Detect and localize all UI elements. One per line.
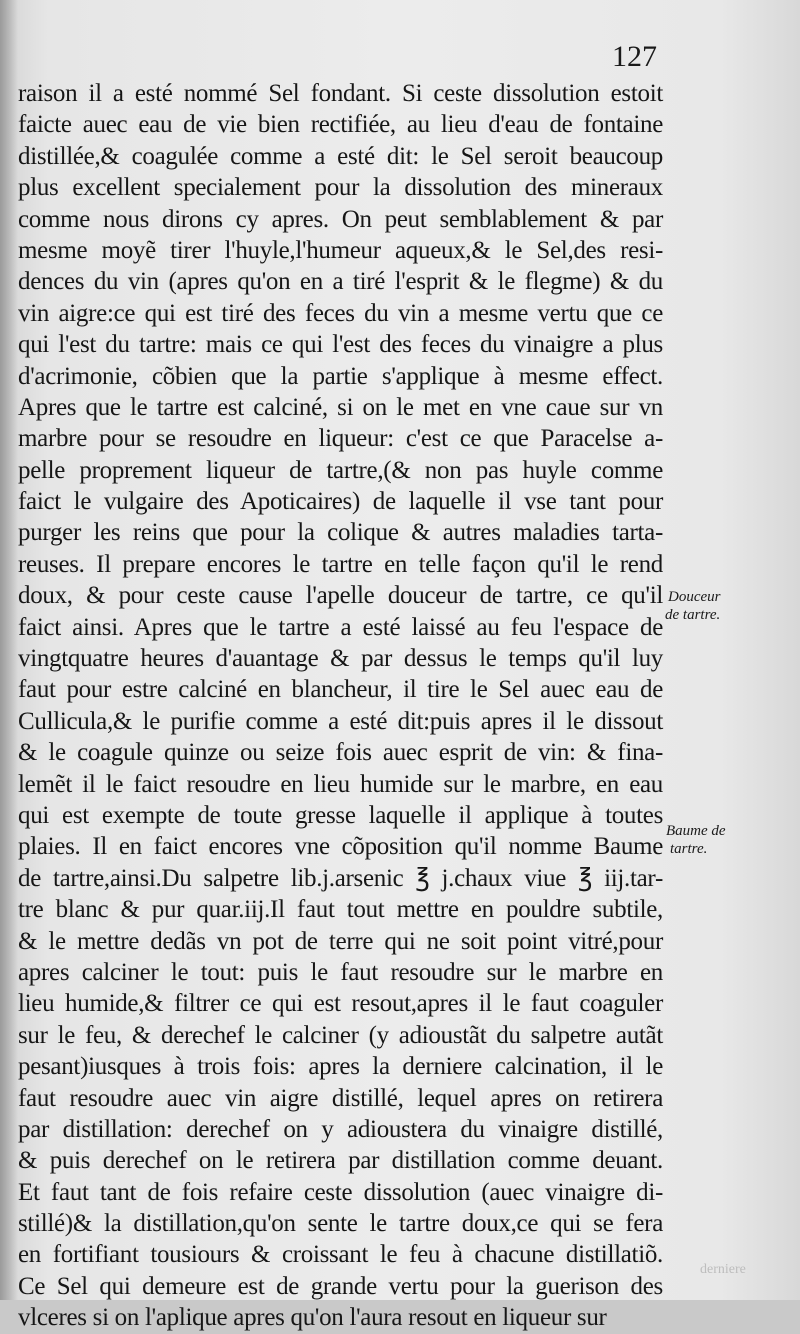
text-line: comme nous dirons cy apres. On peut semblablement & par [18, 205, 663, 233]
margin-note-line: de tartre. [665, 607, 721, 623]
text-line: Cullicula,& le purifie comme a esté dit:puis apres il le dissout [18, 707, 663, 735]
text-line: vin aigre:ce qui est tiré des feces du vin a mesme vertu que ce [18, 299, 663, 327]
text-line: lemẽt il le faict resoudre en lieu humide sur le marbre, en eau [18, 770, 663, 798]
margin-note-line: Baume de [666, 823, 726, 839]
text-line: qui est exempte de toute gresse laquelle il applique à toutes [18, 801, 663, 829]
text-line: sur le feu, & derechef le calciner (y adioustãt du salpetre autãt [18, 1021, 663, 1049]
text-line: faut resoudre auec vin aigre distillé, lequel apres on retirera [18, 1084, 663, 1112]
text-line: vingtquatre heures d'auantage & par dessus le temps qu'il luy [18, 645, 663, 673]
text-line: d'acrimonie, cõbien que la partie s'applique à mesme effect. [18, 362, 663, 390]
text-line: purger les reins que pour la colique & autres maladies tarta- [18, 519, 663, 547]
text-line: dences du vin (apres qu'on en a tiré l'esprit & le flegme) & du [18, 268, 663, 296]
text-line: tre blanc & pur quar.iij.Il faut tout mettre en pouldre subtile, [18, 896, 663, 924]
text-line: de tartre,ainsi.Du salpetre lib.j.arsenic ℥ j.chaux viue ℥ iij.tar- [18, 864, 663, 892]
margin-note-line: Douceur [668, 589, 721, 605]
text-line: stillé)& la distillation,qu'on sente le tartre doux,ce qui se fera [18, 1210, 663, 1238]
text-line: lieu humide,& filtrer ce qui est resout,apres il le faut coaguler [18, 990, 663, 1018]
text-line: faict le vulgaire des Apoticaires) de laquelle il vse tant pour [18, 488, 663, 516]
text-line: par distillation: derechef on y adioustera du vinaigre distillé, [18, 1115, 663, 1143]
text-line: & le mettre dedãs vn pot de terre qui ne soit point vitré,pour [18, 927, 663, 955]
text-line: mesme moyẽ tirer l'huyle,l'humeur aqueux,& le Sel,des resi- [18, 236, 663, 264]
text-line: distillée,& coagulée comme a esté dit: le Sel seroit beaucoup [18, 142, 663, 170]
text-line: en fortifiant tousiours & croissant le feu à chacune distillatiõ. [18, 1241, 663, 1269]
text-line: marbre pour se resoudre en liqueur: c'est ce que Paracelse a- [18, 425, 663, 453]
text-line: qui l'est du tartre: mais ce qui l'est des feces du vinaigre a plus [18, 331, 663, 359]
text-line: faict ainsi. Apres que le tartre a esté laissé au feu l'espace de [18, 613, 663, 641]
text-line: Ce Sel qui demeure est de grande vertu pour la guerison des [18, 1272, 663, 1300]
margin-note-baume [666, 822, 726, 858]
page-number: 127 [612, 40, 657, 73]
text-line: & puis derechef on le retirera par distillation comme deuant. [18, 1147, 663, 1175]
text-line: Et faut tant de fois refaire ceste dissolution (auec vinaigre di- [18, 1178, 663, 1206]
text-line: raison il a esté nommé Sel fondant. Si ceste dissolution estoit [18, 80, 663, 107]
text-line: plus excellent specialement pour la dissolution des mineraux [18, 174, 663, 202]
margin-note-line: tartre. [670, 841, 708, 857]
text-block [18, 78, 663, 1334]
text-line: faut pour estre calciné en blancheur, il tire le Sel auec eau de [18, 676, 663, 704]
text-line: Apres que le tartre est calciné, si on le met en vne caue sur vn [18, 393, 663, 421]
text-line: pelle proprement liqueur de tartre,(& non pas huyle comme [18, 456, 663, 484]
catchword: derniere [700, 1262, 746, 1277]
text-line: pesant)iusques à trois fois: apres la derniere calcination, il le [18, 1053, 663, 1081]
text-line: reuses. Il prepare encores le tartre en telle façon qu'il le rend [18, 550, 663, 578]
text-line: vlceres si on l'aplique apres qu'on l'aura resout en liqueur sur [18, 1304, 607, 1332]
text-line: faicte auec eau de vie bien rectifiée, au lieu d'eau de fontaine [18, 111, 663, 139]
text-line: plaies. Il en faict encores vne cõposition qu'il nomme Baume [18, 833, 663, 861]
text-line: doux, & pour ceste cause l'apelle douceur de tartre, ce qu'il [18, 582, 663, 610]
text-line: & le coagule quinze ou seize fois auec esprit de vin: & fina- [18, 739, 663, 767]
margin-note-douceur [665, 588, 721, 624]
text-line: apres calciner le tout: puis le faut resoudre sur le marbre en [18, 958, 663, 986]
